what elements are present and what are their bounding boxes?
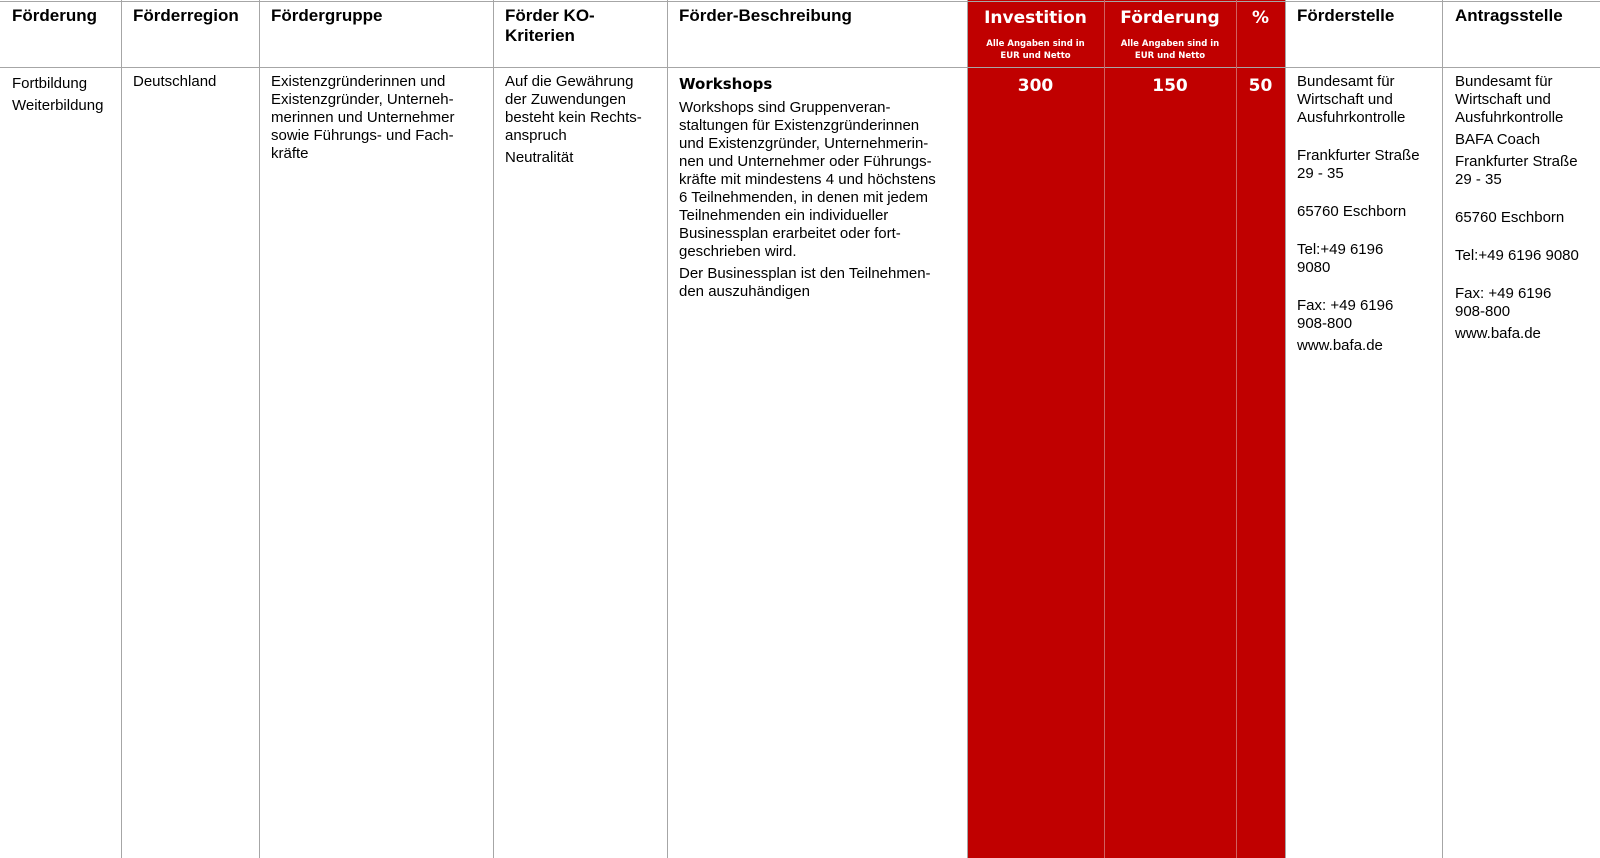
foerderung-value: 150 bbox=[1152, 76, 1188, 96]
grid-vline bbox=[1285, 0, 1286, 858]
grid-vline bbox=[1236, 0, 1237, 858]
foerderstelle-web-link[interactable]: www.bafa.de bbox=[1297, 337, 1383, 354]
cell-ko-kriterien: Auf die Gewährung der Zuwendungen besteht kein Rechts- anspruch Neutralität bbox=[505, 73, 642, 166]
header-beschreibung: Förder-Beschreibung bbox=[679, 6, 852, 25]
header-prozent: % bbox=[1251, 8, 1270, 28]
foerderung-red-column bbox=[1104, 0, 1236, 858]
workshops-title: Workshops bbox=[679, 75, 773, 93]
prozent-value: 50 bbox=[1248, 76, 1273, 96]
cell-foerderstelle: Bundesamt für Wirtschaft und Ausfuhrkontrolle Frankfurter Straße 29 - 35 65760 Eschborn Tel:+49 6196 9080 Fax: +49 6196 908-800 www.bafa.de bbox=[1297, 73, 1420, 354]
cell-foerdergruppe: Existenzgründerinnen und Existenzgründer, Unterneh- merinnen und Unternehmer sowie Führungs- und Fach- kräfte bbox=[271, 73, 455, 162]
investition-value: 300 bbox=[1017, 76, 1054, 96]
header-foerderung-note: Alle Angaben sind in EUR und Netto bbox=[1120, 39, 1220, 61]
cell-beschreibung bbox=[679, 75, 936, 301]
cell-foerderung: Fortbildung Weiterbildung bbox=[12, 75, 104, 114]
header-ko-kriterien: Förder KO- Kriterien bbox=[505, 6, 595, 45]
grid-vline bbox=[121, 0, 122, 858]
header-antragsstelle: Antragsstelle bbox=[1455, 6, 1563, 25]
grid-vline bbox=[259, 0, 260, 858]
cell-antragsstelle: Bundesamt für Wirtschaft und Ausfuhrkontrolle BAFA Coach Frankfurter Straße 29 - 35 65760 Eschborn Tel:+49 6196 9080 Fax: +49 6196 908-800 www.bafa.de bbox=[1455, 73, 1579, 342]
investition-column bbox=[967, 0, 1104, 858]
header-foerderung-red: Förderung bbox=[1120, 8, 1220, 28]
header-investition: Investition bbox=[984, 8, 1087, 28]
grid-top-line bbox=[0, 1, 1600, 2]
beschreibung-paragraph-2: Der Businessplan ist den Teilnehmen- den auszuhändigen bbox=[679, 265, 931, 300]
antragsstelle-web-link[interactable]: www.bafa.de bbox=[1455, 325, 1541, 342]
beschreibung-paragraph-1: Workshops sind Gruppenveran- staltungen für Existenzgründerinnen und Existenzgründer, Unternehmerin- nen und Unternehmer oder Führungs- kräfte mit mindestens 4 und höchstens 6 Teilnehmenden, in denen mit jedem Teilnehmenden ein individueller Businessplan erarbeitet oder fort- geschrieben wird. bbox=[679, 99, 936, 260]
grid-vline bbox=[1104, 0, 1105, 858]
header-foerdergruppe: Fördergruppe bbox=[271, 6, 383, 25]
header-foerderregion: Förderregion bbox=[133, 6, 239, 25]
prozent-column bbox=[1236, 0, 1285, 858]
grid-vline bbox=[667, 0, 668, 858]
grid-vline bbox=[967, 0, 968, 858]
header-investition-note: Alle Angaben sind in EUR und Netto bbox=[986, 39, 1085, 61]
grid-header-line bbox=[0, 67, 1600, 68]
cell-foerderregion: Deutschland bbox=[133, 73, 217, 90]
header-foerderung: Förderung bbox=[12, 6, 97, 25]
grid-vline bbox=[1442, 0, 1443, 858]
grid-vline bbox=[493, 0, 494, 858]
header-foerderstelle: Förderstelle bbox=[1297, 6, 1395, 25]
